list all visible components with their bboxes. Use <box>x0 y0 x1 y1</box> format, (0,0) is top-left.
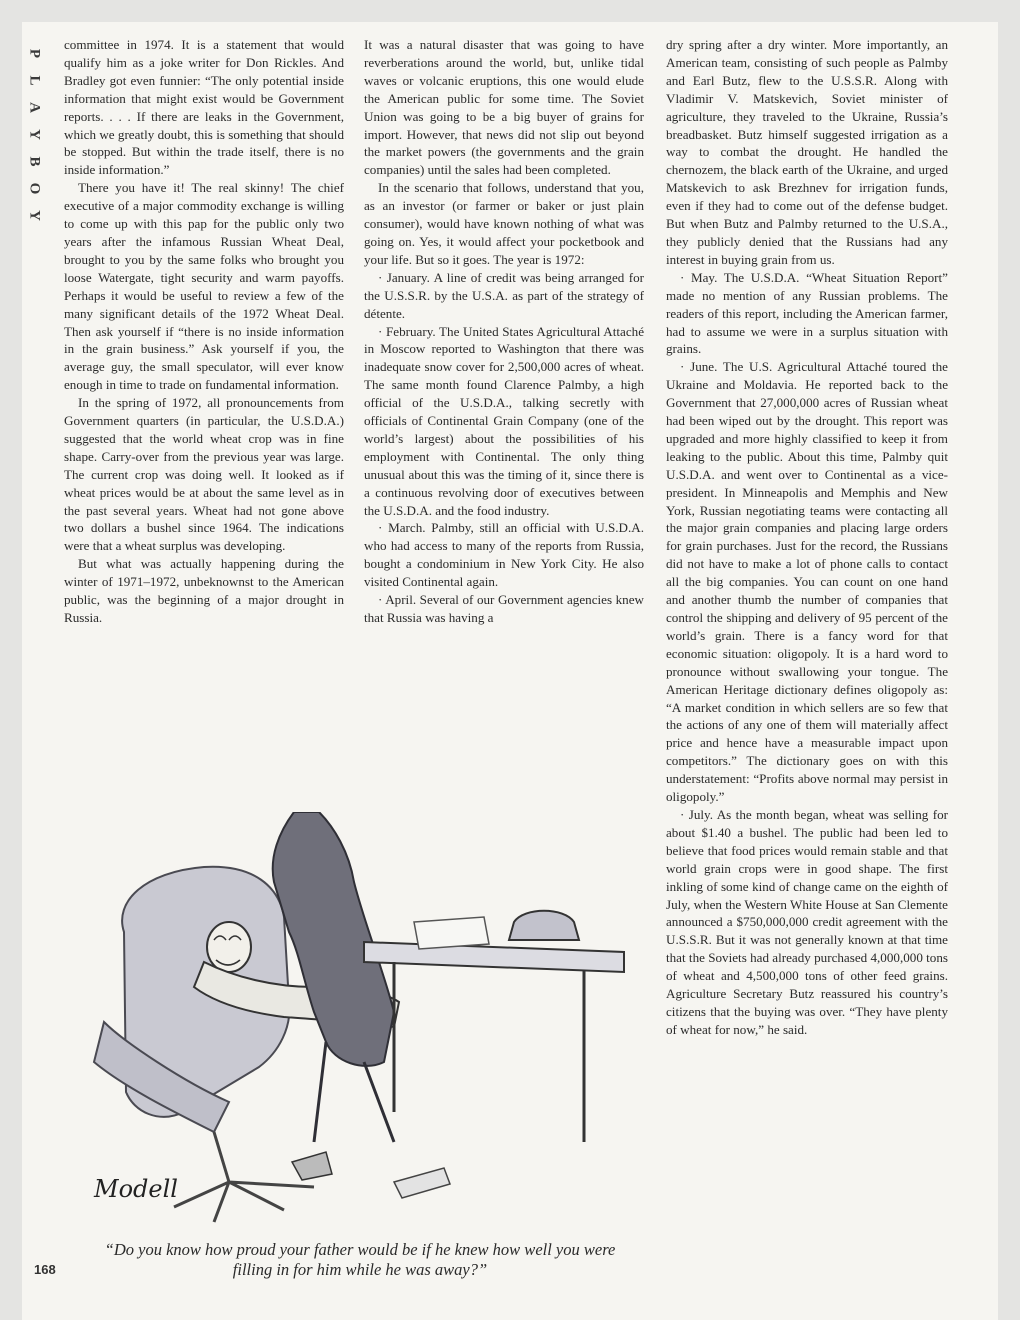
spine-letter: Y <box>26 129 43 140</box>
spine-letter: Y <box>26 210 43 221</box>
dropped-magazine <box>394 1168 450 1198</box>
telephone <box>509 911 579 940</box>
paragraph: committee in 1974. It is a statement that would qualify him as a joke writer for Don Rickles. And Bradley got even funnier: “The only potential inside information that might exist would be Government reports. . . . If there are leaks in the Government, which we greatly doubt, this is something that should be stopped. But within the trade itself, there is no inside information.” <box>64 37 344 178</box>
paragraph: dry spring after a dry winter. More importantly, an American team, consisting of such people as Palmby and Earl Butz, flew to the U.S.S.R. Along with Vladimir V. Matskevich, Soviet minister of agriculture, they traveled to the Ukraine, Russia’s breadbasket. Butz himself suggested irrigation as a way to combat the drought. He handled the chernozem, the black earth of the Ukraine, and urged Matskevich to ask Brezhnev for irrigation funds, even if they had to come out of the defense budget. But when Butz and Palmby returned to the U.S.A., they publicly denied that the Russians had any interest in buying grain from us. <box>666 37 948 267</box>
cartoonist-signature: Modell <box>94 1175 178 1203</box>
paragraph: But what was actually happening during the winter of 1971–1972, unbeknownst to the American public, was the beginning of a major drought in Russia. <box>64 556 344 625</box>
paragraph: There you have it! The real skinny! The chief executive of a major commodity exchange is willing to come up with this pap for the public only two years after the infamous Russian Wheat Deal, brought to you by the same folks who brought you loose Watergate, tight security and warm payoffs. Perhaps it would be useful to review a few of the many significant details of the 1972 Wheat Deal. Then ask yourself if “there is no inside information in the grain business.” Ask yourself if you, the average guy, the small speculator, will ever know enough in time to trade on fundamental information. <box>64 180 344 393</box>
paragraph: In the spring of 1972, all pronouncements from Government quarters (in particular, the U.S.D.A.) suggested that the world wheat crop was in fine shape. Carry-over from the previous year was large. The current crop was doing well. It looked as if wheat prices would be at about the same level as in the past several years. Wheat had not gone above two dollars a bushel since 1964. The indications were that a wheat surplus was developing. <box>64 395 344 554</box>
spine-letter: P <box>26 48 43 59</box>
spine-letter: A <box>26 102 43 113</box>
chair-base <box>174 1132 314 1222</box>
article-column-3 <box>666 36 948 1039</box>
spine-letter: B <box>26 156 43 167</box>
paragraph: · February. The United States Agricultural Attaché in Moscow reported to Washington that there was inadequate snow cover for 2,500,000 acres of wheat. The same month found Clarence Palmby, a high official of the U.S.D.A., talking secretly with officials of Continental Grain Company (one of the world’s largest) about the possibilities of his employment with Continental. The only thing unusual about this was the timing of it, since there is a continuous revolving door of executives between the U.S.D.A. and the food industry. <box>364 323 644 518</box>
cartoon-illustration <box>64 812 649 1232</box>
spine-letter: O <box>26 182 43 195</box>
paragraph: · July. As the month began, wheat was selling for about $1.40 a bushel. The public had been led to believe that food prices would remain stable and that world grain crops were in good shape. The first inkling of some kind of change came on the eighth of July, when the Western White House at San Clemente announced a $750,000,000 credit agreement with the U.S.S.R. But it was not generally known at that time that the Soviets had already purchased 4,000,000 tons of wheat and 4,500,000 tons of other feed grains. Agriculture Secretary Butz reassured his country’s citizens that the buying was over. “They have plenty of wheat for now,” he said. <box>666 806 948 1037</box>
paragraph: In the scenario that follows, understand that you, as an investor (or farmer or baker or just plain consumer), would have known nothing of what was going on. Yes, it would affect your pocketbook and your life. But so it goes. The year is 1972: <box>364 180 644 267</box>
paragraph: It was a natural disaster that was going to have reverberations around the world, but, unlike tidal waves or volcanic eruptions, this one would elude the American public for some time. The Soviet Union was going to be a big buyer of grains for import. However, that news did not slip out beyond the market powers (the governments and the grain companies) until the sales had been completed. <box>364 37 644 178</box>
paragraph: · June. The U.S. Agricultural Attaché toured the Ukraine and Moldavia. He reported back to the Government that 27,000,000 acres of Russian wheat had been wiped out by the drought. This report was upgraded and more highly classified to keep it from leaking to the public. About this time, Palmby quit U.S.D.A. and went over to Continental as a vice-president. In Minneapolis and Memphis and New York, Russian negotiating teams were contacting all the major grain companies and placing large orders for grain purchases. Just for the record, the Russians did not have to make a lot of phone calls to contact all the big companies. You can count on one hand and another thumb the number of companies that control the shipping and delivery of 95 percent of the world’s grain. There is a fancy word for that economic situation: oligopoly. It is a hard word to pronounce without swallowing your tongue. The American Heritage dictionary defines oligopoly as: “A market condition in which sellers are so few that the actions of any one of them will materially affect price and hence have a measurable impact upon competitors.” The dictionary goes on with this understatement: “Profits above normal may persist in oligopoly.” <box>666 359 948 805</box>
magazine-name-vertical <box>26 40 42 229</box>
paragraph: · May. The U.S.D.A. “Wheat Situation Report” made no mention of any Russian problems. The readers of this report, including the American farmer, had to assume we were in a surplus situation with grains. <box>666 269 948 357</box>
dropped-paper <box>292 1152 332 1180</box>
article-column-2 <box>364 36 644 627</box>
spine-letter: L <box>26 75 43 86</box>
desk-top <box>364 942 624 972</box>
desk-legs <box>394 962 584 1142</box>
page-number: 168 <box>34 1262 56 1277</box>
woman-figure <box>273 812 394 1066</box>
cartoon-caption: “Do you know how proud your father would be if he knew how well you were filling in for him while he was away?” <box>104 1240 616 1279</box>
paragraph: · April. Several of our Government agencies knew that Russia was having a <box>364 592 644 625</box>
paragraph: · March. Palmby, still an official with U.S.D.A. who had access to many of the reports from Russia, bought a condominium in New York City. He also visited Continental again. <box>364 520 644 590</box>
paragraph: · January. A line of credit was being arranged for the U.S.S.R. by the U.S.A. as part of the strategy of détente. <box>364 269 644 321</box>
article-column-1 <box>64 36 344 627</box>
papers <box>414 917 489 949</box>
